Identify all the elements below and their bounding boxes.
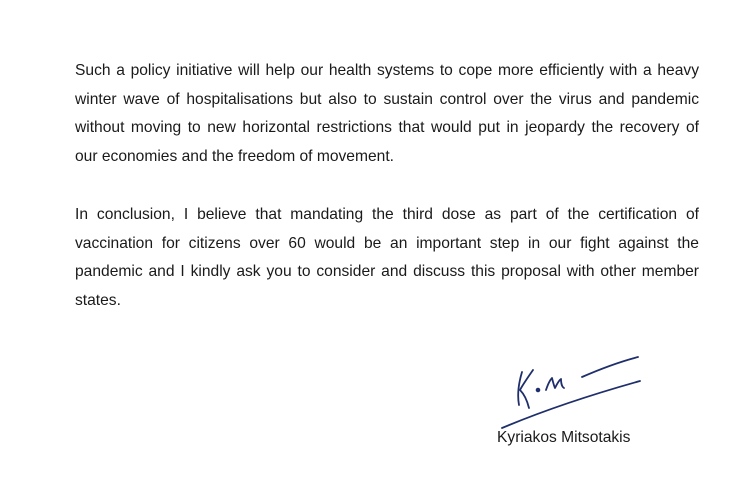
- paragraph-line: pandemic and I kindly ask you to consider and discuss this proposal with other member: [75, 263, 699, 280]
- paragraph-line: vaccination for citizens over 60 would be an important step in our fight against the: [75, 234, 699, 252]
- paragraph-line: without moving to new horizontal restrictions that would put in jeopardy the recovery of: [75, 119, 699, 136]
- paragraph-policy-initiative: [75, 57, 699, 171]
- paragraph-conclusion: [75, 201, 699, 315]
- paragraph-line: our economies and the freedom of movement.: [75, 147, 394, 165]
- signatory-name: Kyriakos Mitsotakis: [497, 429, 631, 446]
- handwritten-signature: [500, 350, 650, 430]
- paragraph-line: winter wave of hospitalisations but also to sustain control over the virus and pandemic: [75, 90, 699, 108]
- paragraph-line: In conclusion, I believe that mandating the third dose as part of the certification of: [75, 206, 699, 223]
- paragraph-line: states.: [75, 291, 121, 309]
- paragraph-line: Such a policy initiative will help our health systems to cope more efficiently with a heavy: [75, 62, 699, 79]
